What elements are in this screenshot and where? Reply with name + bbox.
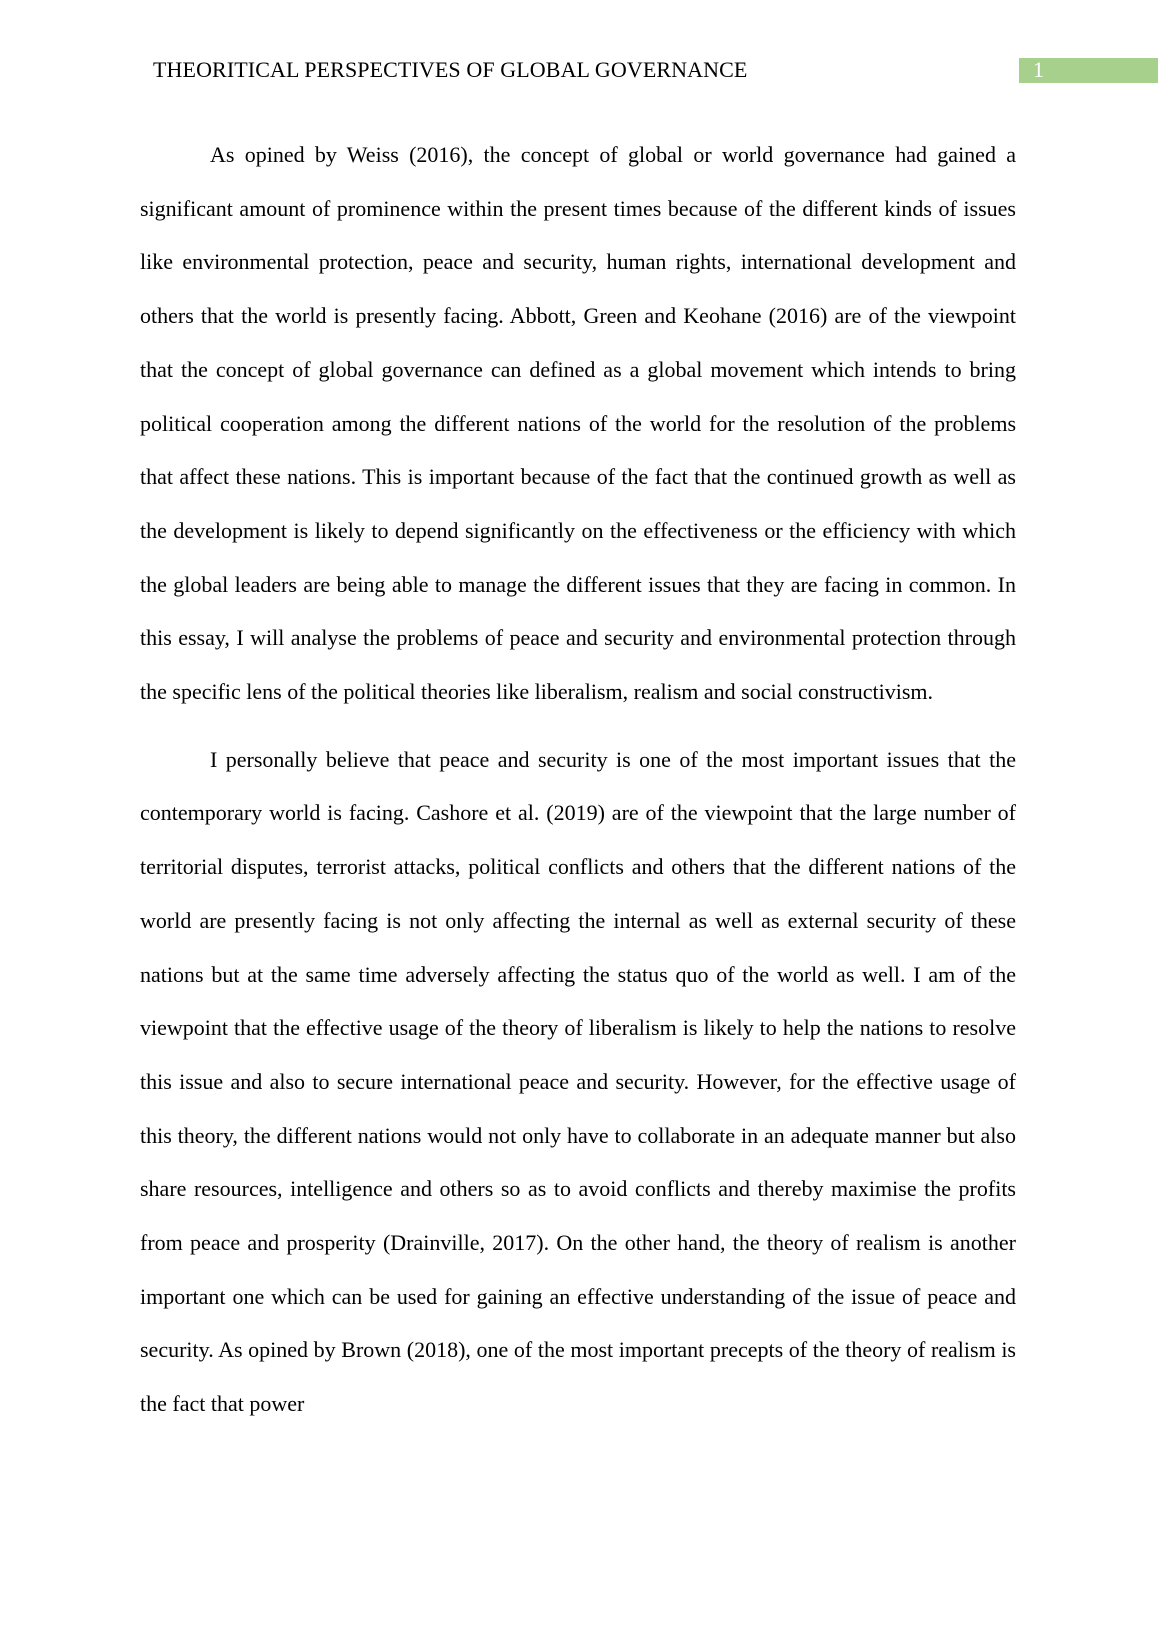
body-paragraph: As opined by Weiss (2016), the concept of global or world governance had gained a significant amount of prominence within the present times because of the different kinds of issues like environmental protection, peace and security, human rights, international development and others that the world is presently facing. Abbott, Green and Keohane (2016) are of the viewpoint that the concept of global governance can defined as a global movement which intends to bring political cooperation among the different nations of the world for the resolution of the problems that affect these nations. This is important because of the fact that the continued growth as well as the development is likely to depend significantly on the effectiveness or the efficiency with which the global leaders are being able to manage the different issues that they are facing in common. In this essay, I will analyse the problems of peace and security and environmental protection through the specific lens of the political theories like liberalism, realism and social constructivism. [140, 142, 1016, 705]
page-number-badge [1019, 58, 1158, 83]
running-head-title: THEORITICAL PERSPECTIVES OF GLOBAL GOVERNANCE [153, 57, 748, 82]
body-paragraph: I personally believe that peace and security is one of the most important issues that the contemporary world is facing. Cashore et al. (2019) are of the viewpoint that the large number of territorial disputes, terrorist attacks, political conflicts and others that the different nations of the world are presently facing is not only affecting the internal as well as external security of these nations but at the same time adversely affecting the status quo of the world as well. I am of the viewpoint that the effective usage of the theory of liberalism is likely to help the nations to resolve this issue and also to secure international peace and security. However, for the effective usage of this theory, the different nations would not only have to collaborate in an adequate manner but also share resources, intelligence and others so as to avoid conflicts and thereby maximise the profits from peace and prosperity (Drainville, 2017). On the other hand, the theory of realism is another important one which can be used for gaining an effective understanding of the issue of peace and security. As opined by Brown (2018), one of the most important precepts of the theory of realism is the fact that power [140, 746, 1016, 1417]
page-number: 1 [1033, 57, 1044, 82]
document-body [140, 128, 1016, 1431]
